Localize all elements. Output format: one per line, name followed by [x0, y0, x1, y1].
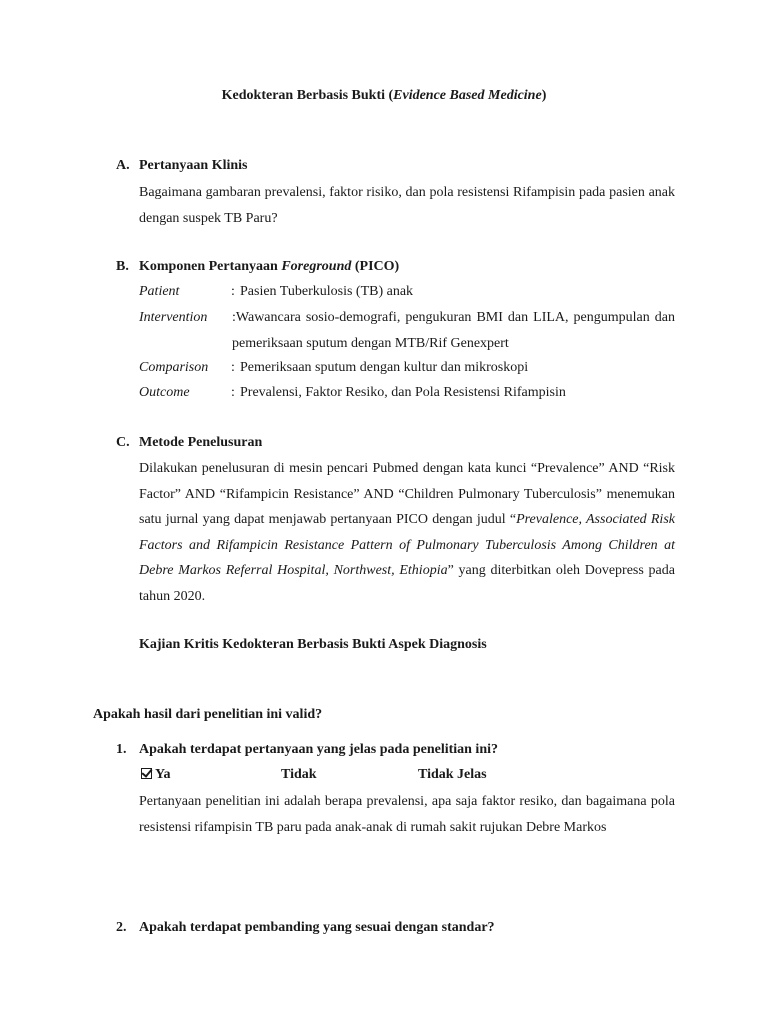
- pico-outcome-value: Prevalensi, Faktor Resiko, dan Pola Resistensi Rifampisin: [240, 385, 566, 400]
- q2-question: Apakah terdapat pembanding yang sesuai dengan standar?: [139, 920, 495, 935]
- section-b-letter: B.: [116, 259, 129, 274]
- q1-number: 1.: [116, 742, 127, 757]
- pico-intervention-label: Intervention: [139, 310, 208, 325]
- pico-colon: :: [231, 284, 235, 299]
- checked-checkbox-icon[interactable]: [141, 768, 152, 779]
- section-c-text: Dilakukan penelusuran di mesin pencari Pubmed dengan kata kunci “Prevalence” AND “Risk Factor” AND “Rifampicin Resistance” AND “Children Pulmonary Tuberculosis” menemukan satu jurnal yang dapat menjawab pertanyaan PICO dengan judul “Prevalence, Associated Risk Factors and Rifampicin Resistance Pattern of Pulmonary Tuberculosis Among Children at Debre Markos Referral Hospital, Northwest, Ethiopia” yang diterbitkan oleh Dovepress pada tahun 2020.: [139, 461, 675, 604]
- section-a-text: Bagaimana gambaran prevalensi, faktor risiko, dan pola resistensi Rifampisin pada pasien anak dengan suspek TB Paru?: [139, 185, 675, 226]
- section-a-heading: Pertanyaan Klinis: [139, 158, 248, 173]
- q1-answer: Pertanyaan penelitian ini adalah berapa prevalensi, apa saja faktor resiko, dan bagaimana pola resistensi rifampisin TB paru pada anak-anak di rumah sakit rujukan Debre Markos: [139, 794, 675, 835]
- pico-outcome-label: Outcome: [139, 385, 190, 400]
- q1-question: Apakah terdapat pertanyaan yang jelas pada penelitian ini?: [139, 742, 498, 757]
- q1-option-unclear[interactable]: Tidak Jelas: [418, 767, 487, 782]
- kajian-heading: Kajian Kritis Kedokteran Berbasis Bukti Aspek Diagnosis: [139, 637, 487, 652]
- pico-patient-value: Pasien Tuberkulosis (TB) anak: [240, 284, 414, 299]
- pico-comparison-label: Comparison: [139, 360, 209, 375]
- section-c-heading: Metode Penelusuran: [139, 435, 263, 450]
- q1-option-yes[interactable]: Ya: [141, 767, 171, 783]
- pico-patient-label: Patient: [139, 284, 180, 299]
- section-c-letter: C.: [116, 435, 130, 450]
- section-a-letter: A.: [116, 158, 130, 173]
- page-title: Kedokteran Berbasis Bukti (Evidence Based Medicine): [221, 88, 547, 103]
- pico-intervention-value: :Wawancara sosio-demografi, pengukuran BMI dan LILA, pengumpulan dan pemeriksaan sputum dengan MTB/Rif Genexpert: [232, 310, 675, 351]
- pico-comparison-value: Pemeriksaan sputum dengan kultur dan mikroskopi: [240, 360, 529, 375]
- validity-heading: Apakah hasil dari penelitian ini valid?: [93, 707, 323, 722]
- pico-colon: :: [231, 360, 235, 375]
- q2-number: 2.: [116, 920, 127, 935]
- section-b-heading: Komponen Pertanyaan Foreground (PICO): [139, 259, 400, 274]
- pico-colon: :: [231, 385, 235, 400]
- q1-option-no[interactable]: Tidak: [281, 767, 317, 782]
